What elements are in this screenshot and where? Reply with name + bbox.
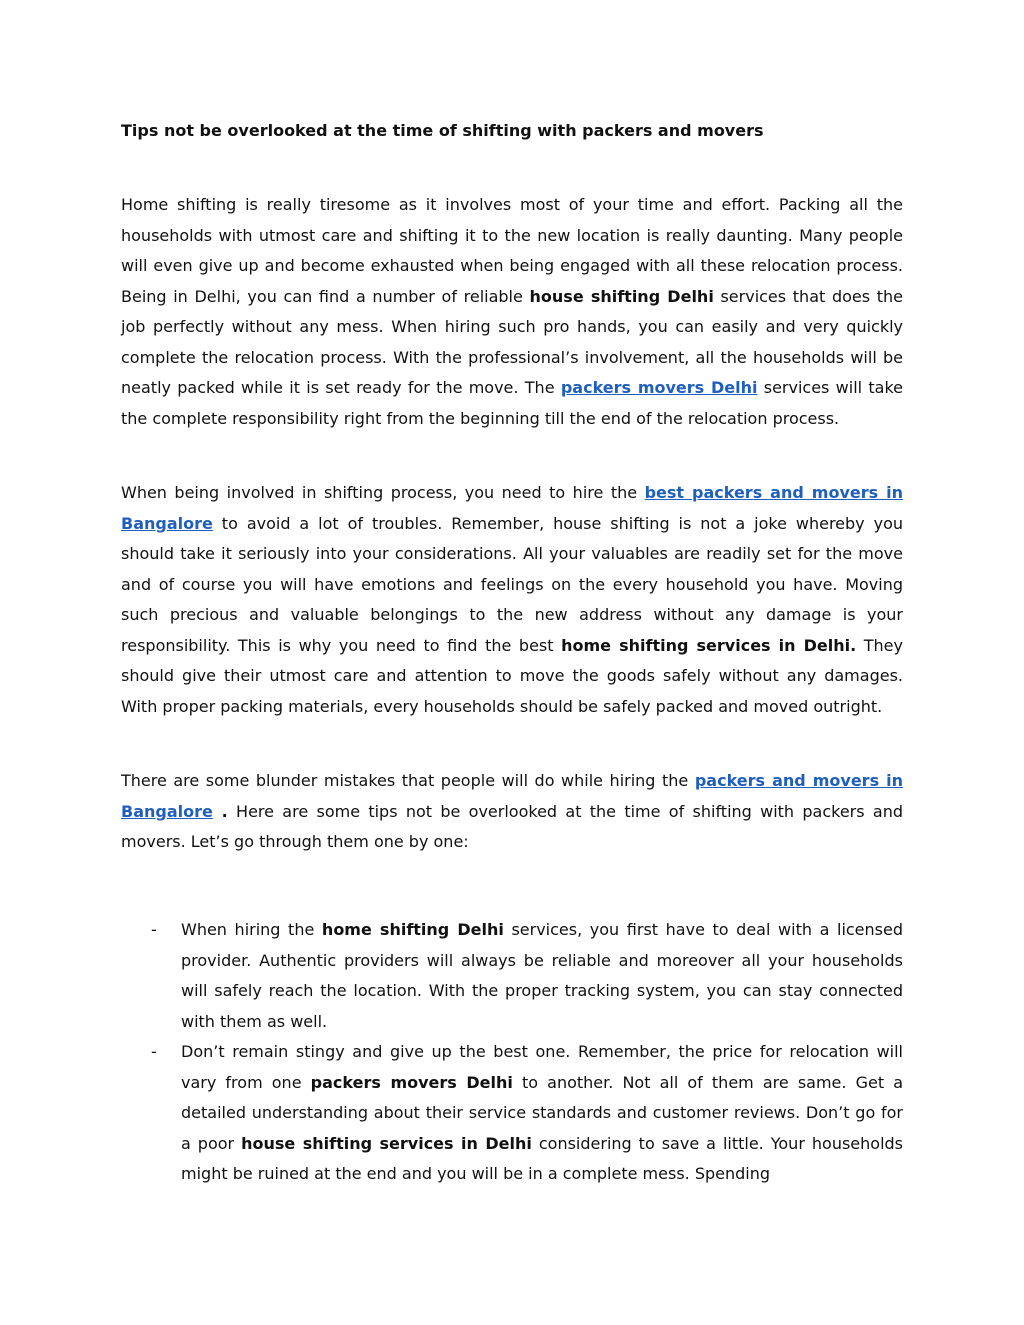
paragraph-mistakes xyxy=(121,766,903,858)
list-bullet-dash: - xyxy=(151,1042,157,1061)
paragraph-text: Home shifting is really tiresome as it involves most of your time and effort. Packing all the households with utmost care and shifting it to the new location is really daunting. Many people will even give up and become exhausted when being engaged with all these relocation process. Being in Delhi, you can find a number of reliable xyxy=(121,195,903,306)
link-best-packers-movers-bangalore[interactable]: best packers and movers in Bangalore xyxy=(121,483,903,533)
link-packers-movers-bangalore[interactable]: packers and movers in Bangalore xyxy=(121,771,904,821)
bold-keyword: house shifting Delhi xyxy=(529,286,714,306)
bold-keyword: house shifting services in Delhi xyxy=(241,1133,532,1153)
paragraph-text: to avoid a lot of troubles. Remember, house shifting is not a joke whereby you should take it seriously into your considerations. All your valuables are readily set for the move and of course you will have emotions and feelings on the every household you have. Moving such precious and valuable belongings to the new address without any damage is your responsibility. This is why you need to find the best xyxy=(121,513,903,655)
bold-keyword: packers movers Delhi xyxy=(310,1072,513,1092)
list-item xyxy=(121,915,903,1037)
paragraph-text: When being involved in shifting process, you need to hire the xyxy=(121,483,645,502)
paragraph-text: They should give their utmost care and attention to move the goods safely without any damages. With proper packing materials, every households should be safely packed and moved outright. xyxy=(121,635,903,716)
tips-list xyxy=(121,915,903,1190)
list-item-text: to another. Not all of them are same. Get a detailed understanding about their service standards and customer reviews. Don’t go for a poor xyxy=(181,1072,904,1153)
bold-period: . xyxy=(212,801,228,821)
bold-keyword: home shifting services in Delhi. xyxy=(561,635,857,655)
list-item-text: Don’t remain stingy and give up the best one. Remember, the price for relocation will vary from one xyxy=(181,1042,903,1092)
list-bullet-dash: - xyxy=(151,920,157,939)
paragraph-hiring xyxy=(121,478,903,722)
paragraph-text: Here are some tips not be overlooked at the time of shifting with packers and movers. Let’s go through them one by one: xyxy=(121,801,903,851)
paragraph-intro xyxy=(121,190,903,434)
paragraph-text: services that does the job perfectly without any mess. When hiring such pro hands, you can easily and very quickly complete the relocation process. With the professional’s involvement, all the households will be neatly packed while it is set ready for the move. The xyxy=(121,286,903,397)
paragraph-text: There are some blunder mistakes that people will do while hiring the xyxy=(121,771,695,790)
document-title: Tips not be overlooked at the time of shifting with packers and movers xyxy=(121,121,764,140)
paragraph-text: services will take the complete responsibility right from the beginning till the end of the relocation process. xyxy=(121,378,904,428)
bold-keyword: home shifting Delhi xyxy=(321,920,504,939)
link-packers-movers-delhi[interactable]: packers movers Delhi xyxy=(560,378,758,397)
list-item-text: considering to save a little. Your households might be ruined at the end and you will be in a complete mess. Spending xyxy=(181,1133,904,1183)
list-item-text: When hiring the xyxy=(181,920,322,939)
list-item xyxy=(121,1037,903,1190)
list-item-text: services, you first have to deal with a licensed provider. Authentic providers will always be reliable and moreover all your households will safely reach the location. With the proper tracking system, you can stay connected with them as well. xyxy=(181,920,904,1031)
